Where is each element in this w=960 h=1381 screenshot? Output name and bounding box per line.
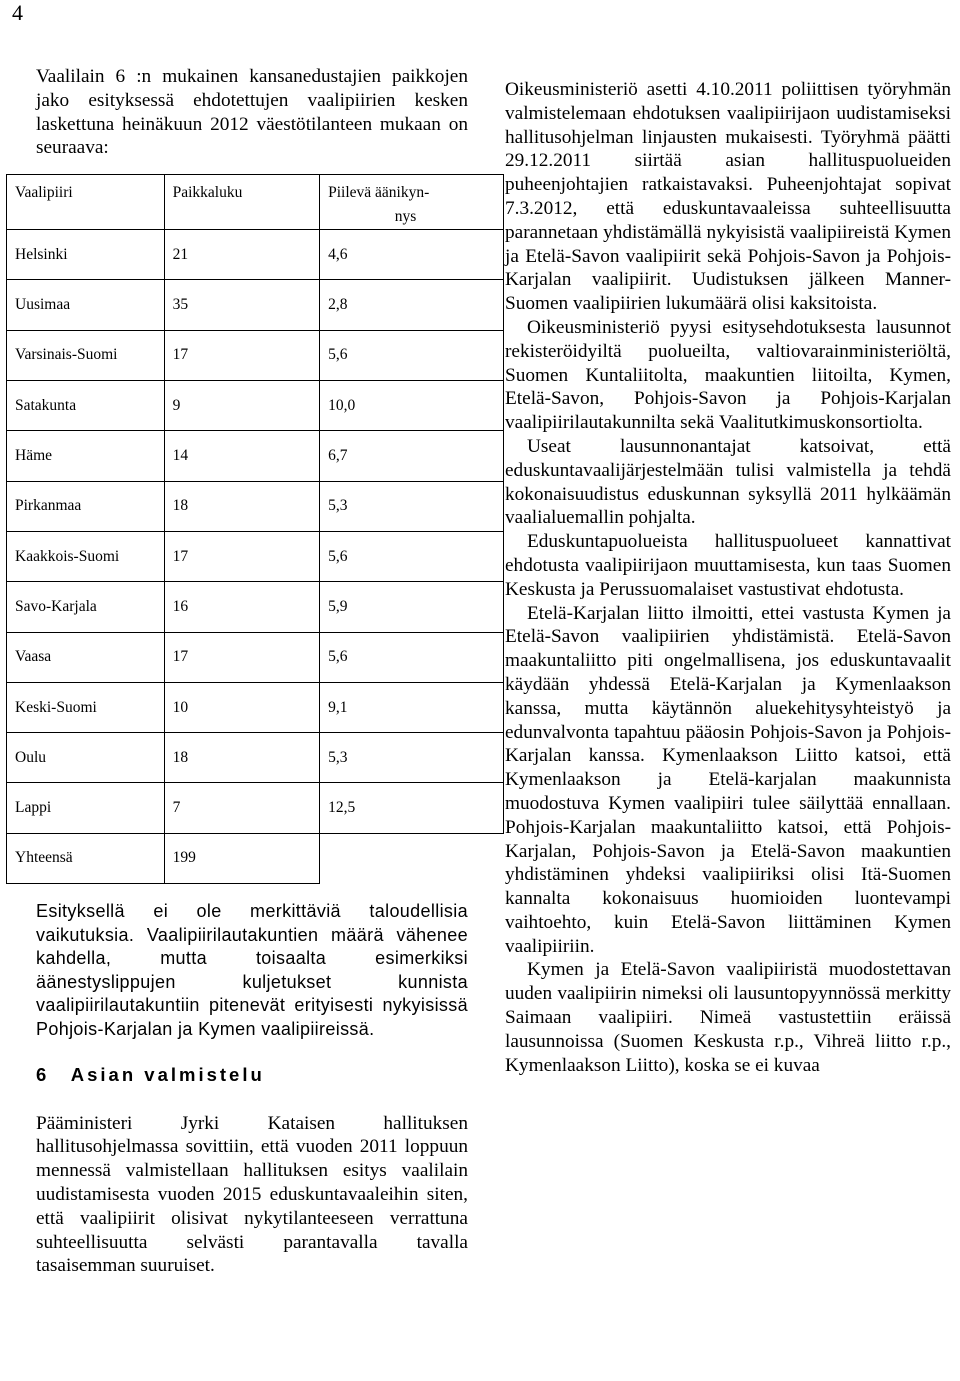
right-column (505, 78, 951, 1077)
table-cell: 5,6 (320, 632, 504, 682)
table-cell: 10 (164, 682, 320, 732)
paragraph: Etelä-Karjalan liitto ilmoitti, ettei vastusta Kymen ja Etelä-Savon vaalipiirien yhdistämistä. Etelä-Savon maakuntaliitto piti ongelmallisena, jos eduskuntavaalit käydään yhdessä Etelä-Karjalan ja Kymenlaakson kanssa, mutta käytännön aluekehitysyhteistyö ja edunvalvonta tapahtuu pääosin Pohjois-Savon ja Pohjois-Karjalan kanssa. Kymenlaakson Liitto katsoi, että Kymenlaakson ja Etelä-karjalan maakunnista muodostuva Kymen vaalipiiri tulee säilyttää ennallaan. Pohjois-Karjalan maakuntaliitto katsoi, että Pohjois-Karjalan, Pohjois-Savon ja Etelä-Savon maakuntien yhdistäminen yhdeksi vaalipiiriksi olisi Itä-Suomen kannalta kokonaisuus huomioiden luontevampi vaihtoehto, kuin Etelä-Savon liittäminen Kymen vaalipiiriin. (505, 602, 951, 957)
page-number: 4 (12, 0, 23, 25)
table-cell: 18 (164, 481, 320, 531)
paragraph: Oikeusministeriö asetti 4.10.2011 poliittisen työryhmän valmistelemaan ehdotuksen vaalipiirijaon uudistamiseksi hallitusohjelman linjausten mukaisesti. Työryhmä päätti 29.12.2011 siirtää asian hallituspuolueiden puheenjohtajien ratkaistavaksi. Puheenjohtajat sopivat 7.3.2012, että eduskuntavaaleissa suhteellisuutta parannetaan yhdistämällä nykyisistä vaalipiireistä Kymen ja Etelä-Savon vaalipiirit sekä Pohjois-Savon ja Pohjois-Karjalan vaalipiirit. Uudistuksen jälkeen Manner-Suomen vaalipiirien lukumäärä olisi kaksitoista. (505, 79, 951, 315)
table-row-total (7, 833, 504, 883)
table-cell: 17 (164, 330, 320, 380)
table-cell: 9,1 (320, 682, 504, 732)
intro-paragraph: Vaalilain 6 :n mukainen kansanedustajien paikkojen jako esityksessä ehdotettujen vaalipiirien kesken laskettuna heinäkuun 2012 väestötilanteen mukaan on seuraava: (36, 66, 468, 159)
table-cell: 199 (164, 833, 320, 883)
table-row (7, 431, 504, 481)
table-cell: Helsinki (7, 230, 165, 280)
section-title: Asian valmistelu (70, 1063, 265, 1085)
table-row (7, 381, 504, 431)
section-number: 6 (36, 1063, 50, 1085)
economic-effects-paragraph: Esityksellä ei ole merkittäviä taloudellisia vaikutuksia. Vaalipiirilautakuntien määrä vähenee kahdella, mutta toisaalta esimerkiksi äänestyslippujen kuljetukset kunnista vaalipiirilautakuntiin pitenevät erityisesti nykyisissä Pohjois-Karjalan ja Kymen vaalipiireissä. (36, 901, 468, 1040)
table-row (7, 280, 504, 330)
table-cell: 7 (164, 783, 320, 833)
table-cell: Pirkanmaa (7, 481, 165, 531)
table-cell: Savo-Karjala (7, 582, 165, 632)
table-row (7, 582, 504, 632)
section-paragraph: Pääministeri Jyrki Kataisen hallituksen hallitusohjelmassa sovittiin, että vuoden 2011 loppuun mennessä valmistellaan hallituksen esitys vaalilain uudistamisesta vuoden 2015 eduskuntavaaleihin siten, että vaalipiirit olisivat nykytilanteeseen verrattuna suhteellisuutta selvästi parantavalla tavalla tasaisemman suuruiset. (36, 1112, 468, 1277)
table-cell: Uusimaa (7, 280, 165, 330)
table-header-row (7, 175, 504, 230)
paragraph: Oikeusministeriö pyysi esitysehdotuksesta lausunnot rekisteröidyiltä puolueilta, valtiovarainministeriöltä, Suomen Kuntaliitolta, maakuntien liitoilta, Kymen, Etelä-Savon, Pohjois-Savon ja Pohjois-Karjalan vaalipiirilautakunnilta sekä Vaalitutkimuskonsortiolta. (505, 316, 951, 434)
seat-distribution-table (6, 174, 504, 884)
table-cell: Keski-Suomi (7, 682, 165, 732)
table-cell: 10,0 (320, 381, 504, 431)
table-cell: 5,6 (320, 531, 504, 581)
table-cell: Satakunta (7, 381, 165, 431)
table-cell: 18 (164, 733, 320, 783)
table-cell: 5,9 (320, 582, 504, 632)
table-row (7, 632, 504, 682)
table-cell: 14 (164, 431, 320, 481)
table-cell: 5,6 (320, 330, 504, 380)
table-cell-empty (320, 833, 504, 883)
header-cell: Piilevä äänikyn- nys (320, 175, 504, 230)
table-cell: 12,5 (320, 783, 504, 833)
section-heading (36, 1064, 468, 1086)
table-cell: 4,6 (320, 230, 504, 280)
paragraph: Useat lausunnonantajat katsoivat, että eduskuntavaalijärjestelmään tulisi valmistella ja tehdä kokonaisuudistus eduskunnan syksyllä 2011 hylkäämän vaalialuemallin pohjalta. (505, 435, 951, 529)
table-cell: 6,7 (320, 431, 504, 481)
table-cell: 35 (164, 280, 320, 330)
paragraph: Eduskuntapuolueista hallituspuolueet kannattivat ehdotusta vaalipiirijaon muuttamisesta, kun taas Suomen Keskusta ja Perussuomalaiset vastustivat ehdotusta. (505, 531, 951, 600)
table-row (7, 733, 504, 783)
table-row (7, 531, 504, 581)
table-cell: Varsinais-Suomi (7, 330, 165, 380)
header-cell: Vaalipiiri (7, 175, 165, 230)
table-cell: Lappi (7, 783, 165, 833)
table-cell: Vaasa (7, 632, 165, 682)
table-cell: Kaakkois-Suomi (7, 531, 165, 581)
table-row (7, 330, 504, 380)
table-cell: 21 (164, 230, 320, 280)
table-cell: 9 (164, 381, 320, 431)
table-cell: Häme (7, 431, 165, 481)
table-row (7, 230, 504, 280)
table-cell: Oulu (7, 733, 165, 783)
table-cell: 5,3 (320, 733, 504, 783)
table-cell: 2,8 (320, 280, 504, 330)
table-row (7, 682, 504, 732)
table-cell: 17 (164, 531, 320, 581)
table-cell: 17 (164, 632, 320, 682)
table-cell: 16 (164, 582, 320, 632)
table-cell: Yhteensä (7, 833, 165, 883)
paragraph: Kymen ja Etelä-Savon vaalipiiristä muodostettavan uuden vaalipiirin nimeksi oli lausuntopyynnössä merkitty Saimaan vaalipiiri. Nimeä vastustettiin eräissä lausunnoissa (Suomen Keskusta r.p., Vihreä liitto r.p., Kymenlaakson Liitto), koska se ei kuvaa (505, 959, 951, 1076)
table-cell: 5,3 (320, 481, 504, 531)
table-row (7, 481, 504, 531)
header-cell: Paikkaluku (164, 175, 320, 230)
left-column (15, 65, 468, 1278)
table-row (7, 783, 504, 833)
